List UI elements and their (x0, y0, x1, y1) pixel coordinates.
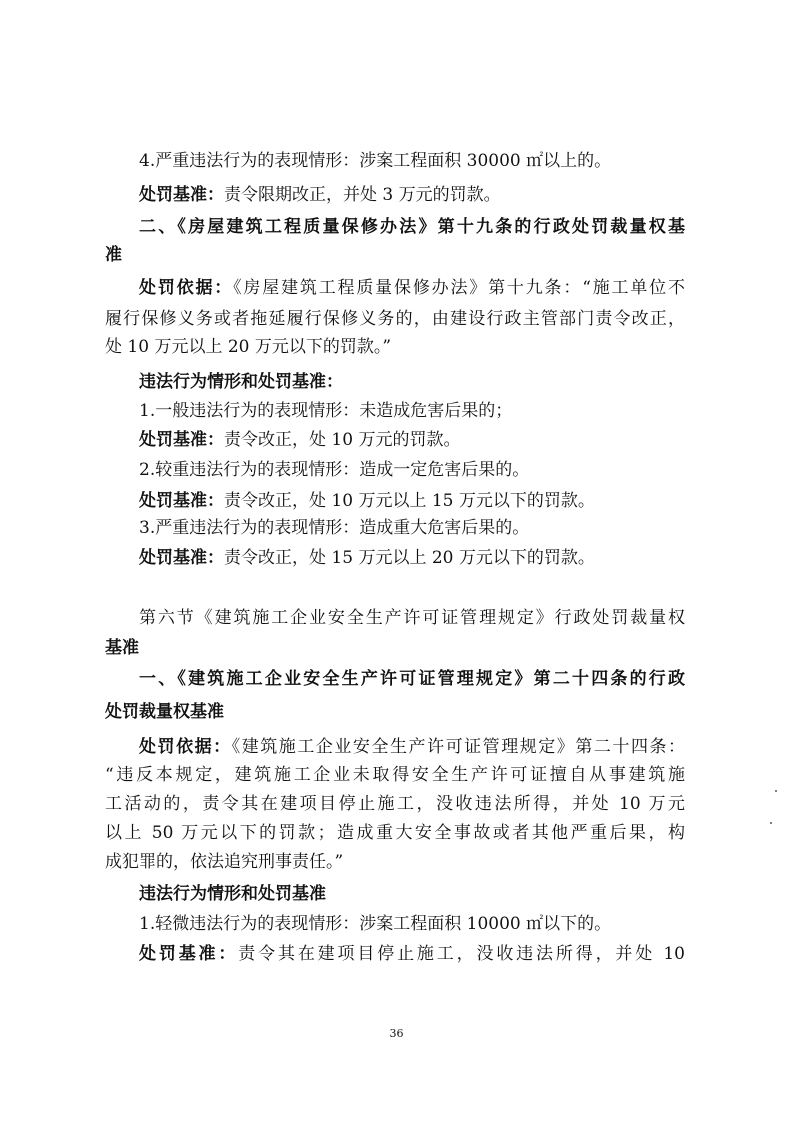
text-line: 1.一般违法行为的表现情形：未造成危害后果的； (139, 401, 513, 421)
page-number: 36 (389, 1027, 404, 1040)
text-line: 处罚基准：责令改正，处 15 万元以上 20 万元以下的罚款。 (139, 548, 595, 568)
text-line: 1.轻微违法行为的表现情形：涉案工程面积 10000 ㎡以下的。 (139, 914, 612, 934)
subheading: 违法行为情形和处罚基准 (139, 884, 326, 904)
text-line: 以上 50 万元以下的罚款；造成重大安全事故或者其他严重后果，构 (105, 823, 685, 843)
text-line: 履行保修义务或者拖延履行保修义务的，由建设行政主管部门责令改正， (105, 309, 685, 329)
scan-speck (775, 790, 777, 792)
section-heading: 一、《建筑施工企业安全生产许可证管理规定》第二十四条的行政 (139, 669, 685, 689)
scan-speck (770, 822, 772, 824)
text-line: 2.较重违法行为的表现情形：造成一定危害后果的。 (139, 460, 530, 480)
section-heading: 二、《房屋建筑工程质量保修办法》第十九条的行政处罚裁量权基 (139, 217, 685, 237)
text-line: 处罚基准：责令限期改正，并处 3 万元的罚款。 (139, 185, 501, 205)
text-line: 3.严重违法行为的表现情形：造成重大危害后果的。 (139, 518, 530, 538)
text-line: “违反本规定，建筑施工企业未取得安全生产许可证擅自从事建筑施 (105, 765, 685, 785)
section-heading: 处罚裁量权基准 (105, 702, 224, 722)
section-heading: 第六节《建筑施工企业安全生产许可证管理规定》行政处罚裁量权 (139, 608, 685, 628)
text-line: 成犯罪的，依法追究刑事责任。” (105, 852, 344, 872)
text-line: 处罚依据：《建筑施工企业安全生产许可证管理规定》第二十四条： (139, 737, 685, 757)
text-line: 处罚基准：责令改正，处 10 万元的罚款。 (139, 430, 461, 450)
section-heading: 基准 (105, 638, 139, 658)
text-line: 4.严重违法行为的表现情形：涉案工程面积 30000 ㎡以上的。 (139, 151, 612, 171)
text-line: 处罚基准：责令改正，处 10 万元以上 15 万元以下的罚款。 (139, 491, 595, 511)
text-line: 处罚基准：责令其在建项目停止施工，没收违法所得，并处 10 (139, 944, 685, 964)
text-line: 处 10 万元以上 20 万元以下的罚款。” (105, 337, 392, 357)
subheading: 违法行为情形和处罚基准： (139, 372, 343, 392)
text-line: 处罚依据：《房屋建筑工程质量保修办法》第十九条：“施工单位不 (139, 278, 685, 298)
section-heading: 准 (105, 245, 122, 265)
text-line: 工活动的，责令其在建项目停止施工，没收违法所得，并处 10 万元 (105, 794, 685, 814)
